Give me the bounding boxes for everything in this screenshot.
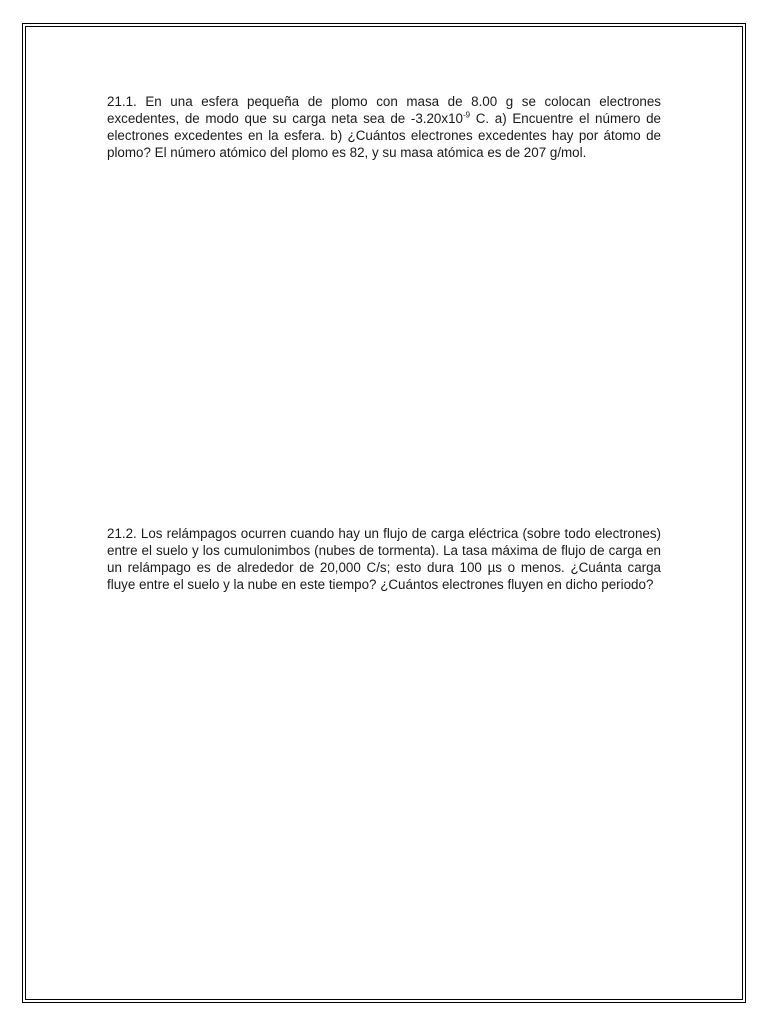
problem-21-1-text-start: 21.1. En una esfera pequeña de plomo con masa de 8.00 g se colocan electrones excedentes, de modo que su carga neta sea de -3.20x10: [107, 94, 661, 126]
exponent: -9: [462, 110, 471, 120]
problem-21-1: [107, 93, 661, 161]
page-border: [22, 23, 746, 1003]
problem-21-1-text-end: C. a) Encuentre el número de electrones excedentes en la esfera. b) ¿Cuántos electrones excedentes hay por átomo de plomo? El número atómico del plomo es 82, y su masa atómica es de 207 g/mol.: [107, 111, 661, 160]
problem-21-2: 21.2. Los relámpagos ocurren cuando hay un flujo de carga eléctrica (sobre todo electrones) entre el suelo y los cumulonimbos (nubes de tormenta). La tasa máxima de flujo de carga en un relámpago es de alrededor de 20,000 C/s; esto dura 100 µs o menos. ¿Cuánta carga fluye entre el suelo y la nube en este tiempo? ¿Cuántos electrones fluyen en dicho periodo?: [107, 526, 661, 592]
